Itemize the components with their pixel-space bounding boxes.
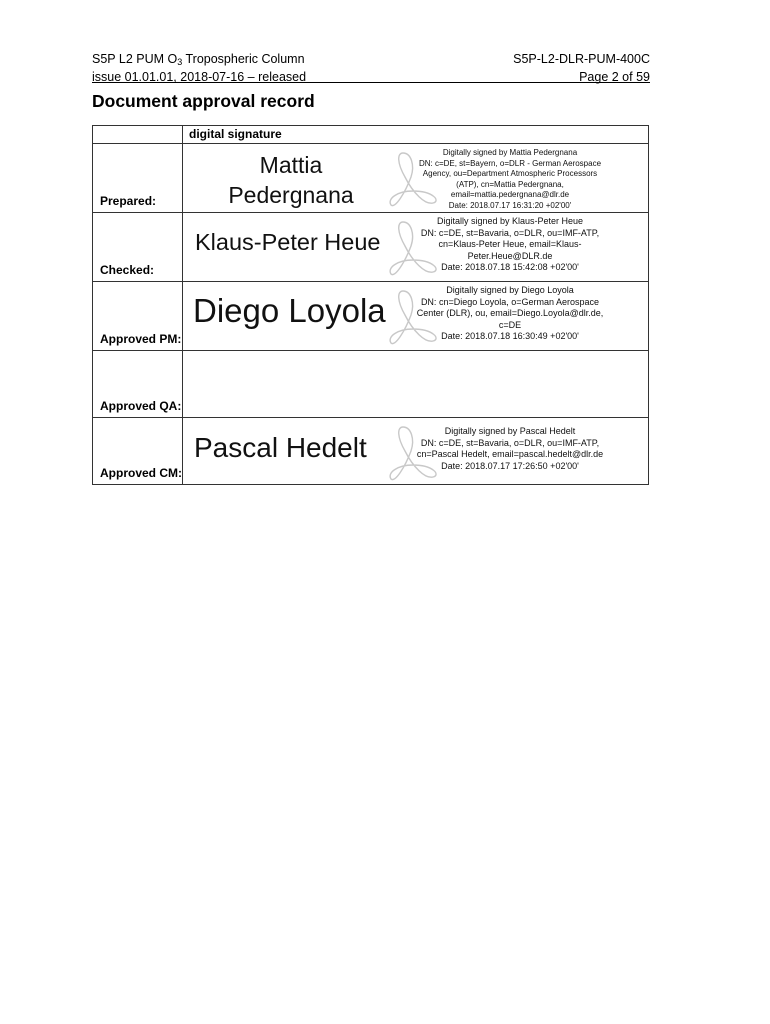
table-row [93, 282, 649, 351]
signature-details: Digitally signed by Klaus-Peter Heue DN: c=DE, st=Bavaria, o=DLR, ou=IMF-ATP, cn=Klaus-Peter Heue, email=Klaus- Peter.Heue@DLR.de Date: 2018.07.18 15:42:08 +02'00' [420, 216, 600, 272]
table-row [93, 351, 649, 418]
role-cell [93, 213, 183, 282]
column-header-digital-signature: digital signature [183, 126, 649, 144]
issue-info: issue 01.01.01, 2018-07-16 – released [92, 70, 307, 84]
signature-cell-prepared[interactable] [183, 144, 649, 213]
table-row [93, 213, 649, 282]
signature-cell-approved-qa-empty[interactable] [183, 351, 649, 418]
role-cell [93, 144, 183, 213]
role-label-prepared: Prepared: [100, 194, 157, 208]
signature-details: Digitally signed by Pascal Hedelt DN: c=DE, st=Bavaria, o=DLR, ou=IMF-ATP, cn=Pascal Hedelt, email=pascal.hedelt@dlr.de Date: 2018.07.17 17:26:50 +02'00' [416, 426, 604, 471]
approval-table [92, 125, 649, 485]
table-row [93, 418, 649, 485]
role-label-checked: Checked: [100, 263, 155, 277]
role-cell [93, 351, 183, 418]
signature-cell-checked[interactable] [183, 213, 649, 282]
role-cell [93, 418, 183, 485]
document-title: S5P L2 PUM $O_3$ Tropospheric Column [92, 52, 305, 67]
role-cell [93, 282, 183, 351]
signature-details: Digitally signed by Mattia Pedergnana DN: c=DE, st=Bayern, o=DLR - German Aerospace Agency, ou=Department Atmospheric Processors (ATP), cn=Mattia Pedergnana, email=mattia.pedergnana@dlr.de Date: 2018.07.17 16:31:20 +02'00' [418, 148, 602, 210]
role-label-approved-qa: Approved QA: [100, 399, 182, 413]
table-row [93, 144, 649, 213]
role-label-approved-cm: Approved CM: [100, 466, 182, 480]
signature-details: Digitally signed by Diego Loyola DN: cn=Diego Loyola, o=German Aerospace Center (DLR), ou, email=Diego.Loyola@dlr.de, c=DE Date: 2018.07.18 16:30:49 +02'00' [416, 285, 604, 341]
signature-name: Diego Loyola [193, 292, 386, 329]
section-title: Document approval record [92, 91, 315, 111]
page-number: Page 2 of 59 [579, 70, 650, 84]
header-rule [92, 82, 650, 83]
page-header [92, 52, 650, 85]
role-label-approved-pm: Approved PM: [100, 332, 182, 346]
signature-name: Pascal Hedelt [194, 432, 367, 463]
signature-cell-approved-pm[interactable] [183, 282, 649, 351]
signature-cell-approved-cm[interactable] [183, 418, 649, 485]
table-header-row [93, 126, 649, 144]
document-id: S5P-L2-DLR-PUM-400C [513, 52, 650, 66]
header-empty-cell [93, 126, 183, 144]
signature-name: Mattia Pedergnana [228, 152, 354, 208]
signature-name: Klaus-Peter Heue [195, 229, 381, 255]
